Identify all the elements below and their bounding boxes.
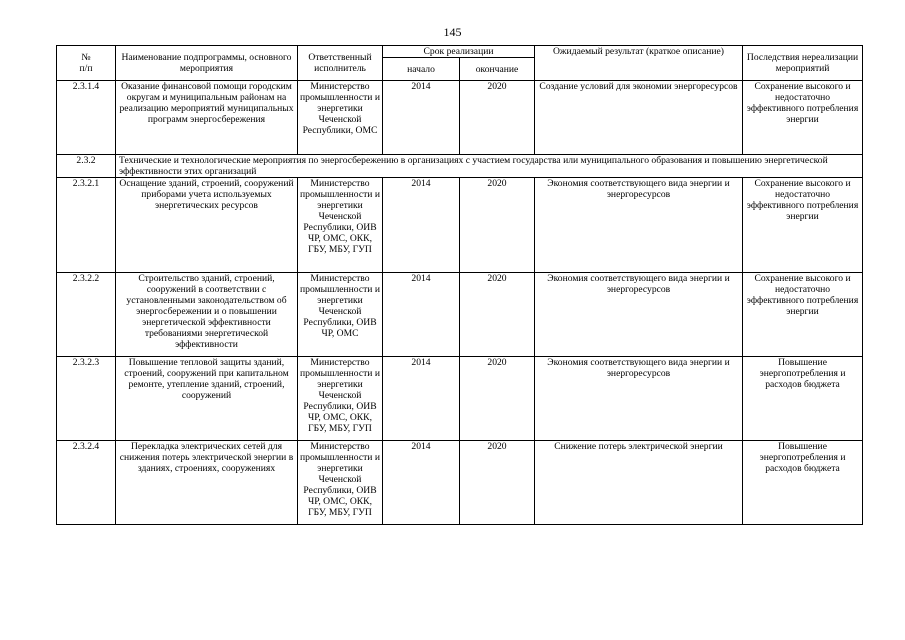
row-end: 2020 (460, 441, 535, 525)
header-end: окончание (460, 58, 535, 81)
row-start: 2014 (383, 441, 460, 525)
row-num: 2.3.2.3 (57, 357, 116, 441)
row-result: Экономия соответствующего вида энергии и энергоресурсов (535, 357, 743, 441)
header-period: Срок реализации (383, 46, 535, 58)
header-executor: Ответственный исполнитель (298, 46, 383, 81)
header-name: Наименование подпрограммы, основного мероприятия (116, 46, 298, 81)
row-executor: Министерство промышленности и энергетики Чеченской Республики, ОИВ ЧР, ОМС, ОКК, ГБУ, МБУ, ГУП (298, 178, 383, 273)
row-consequences: Повышение энергопотребления и расходов бюджета (743, 441, 863, 525)
row-name: Оснащение зданий, строений, сооружений приборами учета используемых энергетических ресурсов (116, 178, 298, 273)
row-end: 2020 (460, 357, 535, 441)
header-consequences: Последствия нереализации мероприятий (743, 46, 863, 81)
row-executor: Министерство промышленности и энергетики Чеченской Республики, ОМС (298, 81, 383, 155)
row-start: 2014 (383, 357, 460, 441)
row-consequences: Сохранение высокого и недостаточно эффективного потребления энергии (743, 81, 863, 155)
row-consequences: Сохранение высокого и недостаточно эффективного потребления энергии (743, 178, 863, 273)
table-row (57, 357, 863, 441)
row-name: Оказание финансовой помощи городским округам и муниципальным районам на реализацию мероприятий муниципальных программ энергосбережения (116, 81, 298, 155)
row-end: 2020 (460, 81, 535, 155)
program-table (56, 45, 863, 525)
row-executor: Министерство промышленности и энергетики Чеченской Республики, ОИВ ЧР, ОМС, ОКК, ГБУ, МБУ, ГУП (298, 441, 383, 525)
row-num: 2.3.1.4 (57, 81, 116, 155)
table-row (57, 81, 863, 155)
row-result: Снижение потерь электрической энергии (535, 441, 743, 525)
header-start: начало (383, 58, 460, 81)
row-num: 2.3.2.1 (57, 178, 116, 273)
row-name: Перекладка электрических сетей для снижения потерь электрической энергии в зданиях, строениях, сооружениях (116, 441, 298, 525)
row-start: 2014 (383, 273, 460, 357)
row-start: 2014 (383, 81, 460, 155)
table-row (57, 273, 863, 357)
row-end: 2020 (460, 178, 535, 273)
header-num: № п/п (57, 46, 116, 81)
row-num: 2.3.2.4 (57, 441, 116, 525)
section-title: Технические и технологические мероприятия по энергосбережению в организациях с участием государства или муниципального образования и повышению энергетической эффективности этих организаций (116, 155, 863, 178)
row-result: Экономия соответствующего вида энергии и энергоресурсов (535, 273, 743, 357)
row-executor: Министерство промышленности и энергетики Чеченской Республики, ОИВ ЧР, ОМС (298, 273, 383, 357)
section-row (57, 155, 863, 178)
row-name: Строительство зданий, строений, сооружений в соответствии с установленными законодательством об энергосбережении и о повышении энергетической эффективности требованиями энергетической эффективности (116, 273, 298, 357)
row-executor: Министерство промышленности и энергетики Чеченской Республики, ОИВ ЧР, ОМС, ОКК, ГБУ, МБУ, ГУП (298, 357, 383, 441)
row-result: Экономия соответствующего вида энергии и энергоресурсов (535, 178, 743, 273)
table-row (57, 178, 863, 273)
row-result: Создание условий для экономии энергоресурсов (535, 81, 743, 155)
row-consequences: Сохранение высокого и недостаточно эффективного потребления энергии (743, 273, 863, 357)
page-number: 145 (443, 25, 462, 39)
row-consequences: Повышение энергопотребления и расходов бюджета (743, 357, 863, 441)
row-start: 2014 (383, 178, 460, 273)
row-end: 2020 (460, 273, 535, 357)
table-row (57, 441, 863, 525)
row-name: Повышение тепловой защиты зданий, строений, сооружений при капитальном ремонте, утепление зданий, строений, сооружений (116, 357, 298, 441)
section-num: 2.3.2 (57, 155, 116, 178)
row-num: 2.3.2.2 (57, 273, 116, 357)
header-result: Ожидаемый результат (краткое описание) (535, 46, 743, 81)
